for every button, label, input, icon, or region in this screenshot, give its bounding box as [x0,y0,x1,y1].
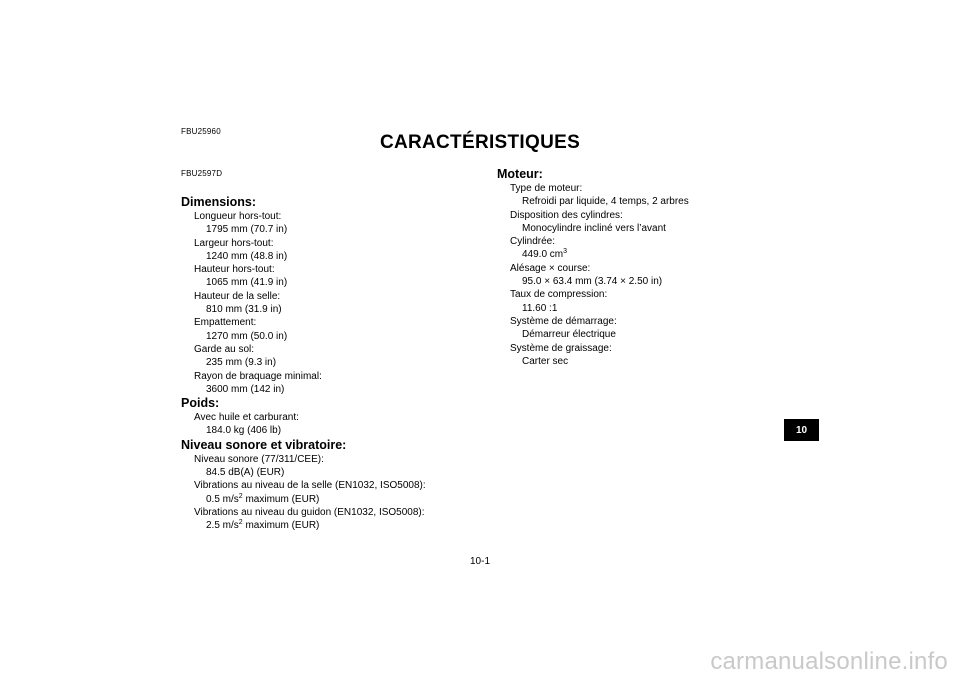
section-heading-moteur: Moteur: [497,167,543,181]
spec-label: Hauteur hors-tout: [194,264,275,276]
spec-value: 184.0 kg (406 lb) [206,425,282,437]
spec-value: 1795 mm (70.7 in) [206,224,288,236]
spec-value: Monocylindre incliné vers l’avant [522,222,666,234]
spec-value: 3600 mm (142 in) [206,383,285,395]
spec-label: Disposition des cylindres: [510,209,623,221]
spec-value: 1065 mm (41.9 in) [206,277,288,289]
spec-value: 95.0 × 63.4 mm (3.74 × 2.50 in) [522,276,663,288]
section-heading-niveau: Niveau sonore et vibratoire: [181,437,347,452]
spec-label: Empattement: [194,317,257,329]
spec-label: Système de démarrage: [510,315,617,327]
spec-label: Avec huile et carburant: [194,412,299,424]
reference-code: FBU25960 [181,127,221,136]
spec-label: Largeur hors-tout: [194,237,274,249]
page-title: CARACTÉRISTIQUES [379,132,581,153]
spec-value: Carter sec [522,355,569,367]
spec-value: 1240 mm (48.8 in) [206,250,288,262]
spec-value: 1270 mm (50.0 in) [206,330,288,342]
spec-value: 449.0 $cm^3$ [522,248,568,261]
section-heading-poids: Poids: [181,396,220,411]
spec-label: Hauteur de la selle: [194,290,281,302]
spec-value: Démarreur électrique [522,329,616,341]
left-column [181,195,471,533]
spec-label: Niveau sonore (77/311/CEE): [194,453,324,465]
spec-value: 2.5 $m/s^2$ maximum (EUR) [206,519,320,532]
spec-label: Vibrations au niveau de la selle (EN1032, ISO5008): [194,480,426,492]
spec-label: Longueur hors-tout: [194,211,282,222]
right-column [497,167,757,368]
spec-label: Taux de compression: [510,289,608,301]
spec-value: Refroidi par liquide, 4 temps, 2 arbres [522,196,689,208]
spec-label: Système de graissage: [510,342,612,354]
spec-label: Alésage × course: [510,262,591,274]
spec-value: 84.5 dB(A) (EUR) [206,467,285,479]
page-number: 10-1 [469,556,490,567]
watermark-text: carmanualsonline.info [710,648,948,675]
spec-value: 11.60 :1 [522,302,558,314]
spec-value: 810 mm (31.9 in) [206,304,282,316]
spec-label: Cylindrée: [510,236,556,248]
spec-label: Rayon de braquage minimal: [194,370,322,382]
spec-label: Garde au sol: [194,343,255,355]
spec-label: Type de moteur: [510,183,583,194]
spec-value: 0.5 $m/s^2$ maximum (EUR) [206,492,320,505]
spec-value: 235 mm (9.3 in) [206,357,277,369]
chapter-tab: 10 [784,419,819,441]
spec-label: Vibrations au niveau du guidon (EN1032, ISO5008): [194,506,425,518]
reference-code: FBU2597D [181,169,223,178]
section-heading-dimensions: Dimensions: [181,195,257,209]
